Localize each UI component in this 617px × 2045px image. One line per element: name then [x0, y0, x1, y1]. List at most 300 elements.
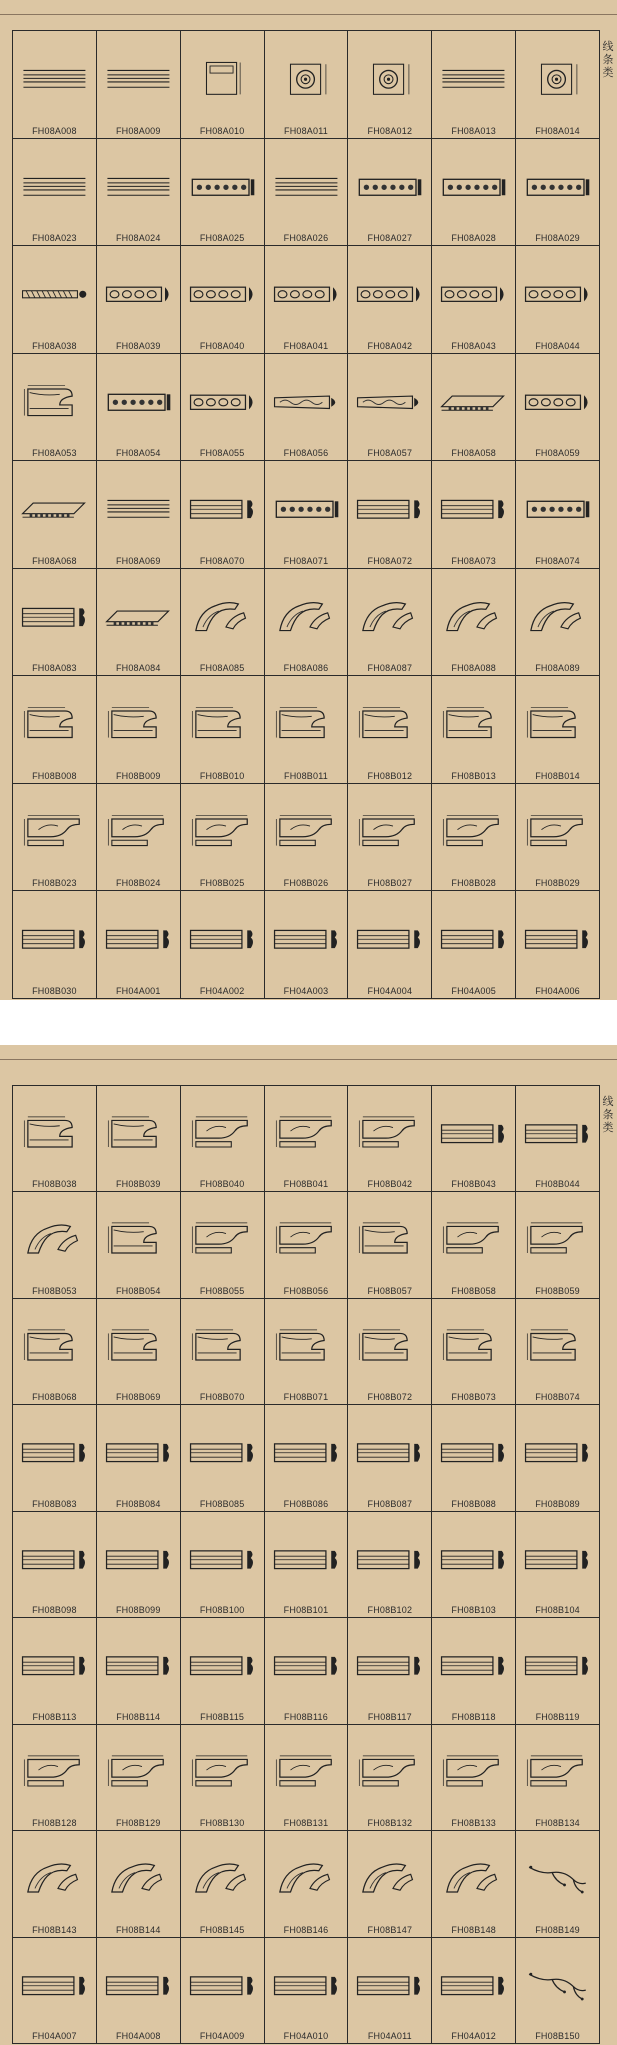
molding-drawing	[187, 1841, 258, 1916]
molding-item	[348, 1618, 432, 1724]
molding-item	[516, 1405, 600, 1511]
molding-item	[348, 891, 432, 999]
catalog-sheet-1	[0, 0, 617, 1000]
molding-item	[13, 676, 97, 784]
molding-item	[97, 1618, 181, 1724]
molding-drawing	[187, 686, 258, 763]
molding-code-label: FH08A069	[115, 555, 161, 566]
molding-drawing	[522, 364, 593, 441]
molding-drawing	[187, 901, 258, 978]
molding-drawing	[19, 901, 90, 978]
sheet-category-label	[602, 1095, 614, 1134]
molding-code-label: FH04A012	[451, 2030, 497, 2041]
molding-code-label: FH08A009	[115, 125, 161, 136]
molding-item	[97, 891, 181, 999]
molding-drawing	[103, 364, 174, 441]
molding-drawing	[354, 1309, 425, 1384]
molding-item	[516, 461, 600, 569]
molding-code-label: FH08A055	[199, 448, 245, 459]
molding-code-label: FH08A070	[199, 555, 245, 566]
molding-code-label: FH08A089	[535, 663, 580, 674]
molding-code-label: FH08A083	[32, 663, 77, 674]
molding-item	[97, 1192, 181, 1298]
molding-code-label: FH08B131	[283, 1818, 329, 1829]
molding-code-label: FH08B023	[32, 878, 77, 889]
molding-drawing	[271, 579, 342, 656]
molding-item	[432, 139, 516, 247]
molding-drawing	[19, 1628, 90, 1703]
molding-drawing	[522, 1735, 593, 1810]
molding-code-label: FH08B072	[367, 1392, 413, 1403]
molding-drawing	[103, 256, 174, 333]
molding-item	[265, 1512, 349, 1618]
molding-code-label: FH08A008	[32, 125, 77, 136]
molding-item	[432, 1405, 516, 1511]
molding-drawing	[438, 256, 509, 333]
molding-code-label: FH08B128	[32, 1818, 77, 1829]
molding-drawing	[271, 1628, 342, 1703]
catalog-sheet-2	[0, 1045, 617, 2045]
molding-item	[265, 1192, 349, 1298]
molding-item	[13, 891, 97, 999]
molding-drawing	[438, 1735, 509, 1810]
molding-code-label: FH08B145	[199, 1924, 245, 1935]
molding-drawing	[354, 1522, 425, 1597]
molding-drawing	[271, 794, 342, 871]
molding-drawing	[103, 579, 174, 656]
molding-item	[97, 569, 181, 677]
molding-item	[432, 246, 516, 354]
molding-code-label: FH08A041	[283, 340, 329, 351]
molding-drawing	[271, 256, 342, 333]
molding-item	[432, 891, 516, 999]
molding-item	[13, 784, 97, 892]
molding-drawing	[19, 579, 90, 656]
molding-code-label: FH08A057	[367, 448, 413, 459]
molding-code-label: FH08A085	[199, 663, 245, 674]
molding-code-label: FH08A038	[32, 340, 77, 351]
molding-drawing	[354, 364, 425, 441]
sheet-category-label	[602, 40, 614, 79]
molding-item	[265, 246, 349, 354]
molding-drawing	[19, 1841, 90, 1916]
molding-drawing	[271, 1522, 342, 1597]
molding-code-label: FH08A056	[283, 448, 329, 459]
molding-item	[516, 784, 600, 892]
molding-code-label: FH08A024	[115, 233, 161, 244]
molding-drawing	[103, 1948, 174, 2023]
molding-code-label: FH08B025	[199, 878, 245, 889]
label-char: 线	[602, 40, 614, 53]
molding-code-label: FH08B074	[535, 1392, 580, 1403]
molding-item	[181, 1405, 265, 1511]
molding-code-label: FH08A088	[451, 663, 497, 674]
molding-item	[13, 1405, 97, 1511]
molding-code-label: FH08B118	[451, 1711, 496, 1722]
molding-code-label: FH08B098	[32, 1605, 77, 1616]
molding-drawing	[522, 1096, 593, 1171]
molding-code-label: FH04A010	[283, 2030, 329, 2041]
molding-code-label: FH08A086	[283, 663, 329, 674]
molding-drawing	[354, 794, 425, 871]
molding-drawing	[354, 579, 425, 656]
molding-item	[432, 1299, 516, 1405]
molding-code-label: FH04A009	[199, 2030, 245, 2041]
molding-drawing	[522, 686, 593, 763]
molding-code-label: FH08A023	[32, 233, 77, 244]
molding-code-label: FH08A025	[199, 233, 245, 244]
molding-item	[97, 784, 181, 892]
molding-item	[348, 1299, 432, 1405]
molding-code-label: FH08B101	[283, 1605, 329, 1616]
molding-code-label: FH08B059	[535, 1285, 580, 1296]
molding-drawing	[187, 579, 258, 656]
molding-item	[265, 891, 349, 999]
molding-code-label: FH08B086	[283, 1498, 329, 1509]
molding-code-label: FH08B069	[115, 1392, 161, 1403]
molding-code-label: FH08B099	[115, 1605, 161, 1616]
molding-item	[97, 354, 181, 462]
molding-item	[432, 1086, 516, 1192]
molding-item	[97, 1086, 181, 1192]
molding-drawing	[271, 1735, 342, 1810]
molding-code-label: FH08B014	[535, 770, 580, 781]
molding-drawing	[103, 1841, 174, 1916]
molding-drawing	[438, 579, 509, 656]
molding-item	[348, 1192, 432, 1298]
molding-code-label: FH08B028	[451, 878, 497, 889]
molding-code-label: FH08B012	[367, 770, 413, 781]
molding-code-label: FH08A084	[115, 663, 161, 674]
molding-drawing	[19, 1202, 90, 1277]
molding-code-label: FH08B133	[451, 1818, 497, 1829]
molding-item	[13, 1299, 97, 1405]
molding-drawing	[438, 364, 509, 441]
molding-item	[348, 569, 432, 677]
molding-item	[181, 1192, 265, 1298]
molding-item	[97, 139, 181, 247]
molding-item	[432, 1725, 516, 1831]
molding-code-label: FH08A054	[115, 448, 161, 459]
molding-code-label: FH08A014	[535, 125, 580, 136]
molding-item	[432, 1512, 516, 1618]
molding-code-label: FH08A071	[283, 555, 329, 566]
molding-drawing	[522, 256, 593, 333]
molding-item	[348, 1938, 432, 2044]
molding-item	[181, 1618, 265, 1724]
molding-item	[348, 1512, 432, 1618]
molding-code-label: FH08A044	[535, 340, 580, 351]
molding-drawing	[438, 1309, 509, 1384]
molding-item	[432, 1192, 516, 1298]
molding-item	[13, 569, 97, 677]
molding-drawing	[354, 901, 425, 978]
molding-code-label: FH08B100	[199, 1605, 245, 1616]
molding-item	[516, 354, 600, 462]
molding-drawing	[271, 901, 342, 978]
molding-drawing	[187, 1522, 258, 1597]
molding-drawing	[438, 901, 509, 978]
molding-item	[13, 1938, 97, 2044]
molding-item	[265, 1618, 349, 1724]
molding-drawing	[354, 41, 425, 118]
molding-item	[181, 569, 265, 677]
molding-drawing	[271, 471, 342, 548]
molding-grid	[12, 1085, 600, 2044]
molding-code-label: FH08B039	[115, 1179, 161, 1190]
molding-code-label: FH08B103	[451, 1605, 497, 1616]
molding-item	[97, 246, 181, 354]
molding-item	[516, 1618, 600, 1724]
molding-item	[181, 1831, 265, 1937]
molding-code-label: FH04A007	[32, 2030, 77, 2041]
molding-code-label: FH08B083	[32, 1498, 77, 1509]
molding-item	[516, 1086, 600, 1192]
molding-code-label: FH08A011	[284, 125, 328, 136]
molding-drawing	[354, 1202, 425, 1277]
molding-drawing	[354, 256, 425, 333]
molding-item	[181, 31, 265, 139]
molding-drawing	[187, 1202, 258, 1277]
molding-drawing	[438, 686, 509, 763]
molding-code-label: FH08B068	[32, 1392, 77, 1403]
molding-item	[348, 784, 432, 892]
molding-drawing	[522, 1841, 593, 1916]
molding-code-label: FH08A087	[367, 663, 413, 674]
molding-code-label: FH08B055	[199, 1285, 245, 1296]
molding-item	[348, 676, 432, 784]
molding-code-label: FH08B149	[535, 1924, 580, 1935]
molding-drawing	[187, 1628, 258, 1703]
molding-code-label: FH08B053	[32, 1285, 77, 1296]
molding-item	[13, 1831, 97, 1937]
molding-code-label: FH08B041	[283, 1179, 329, 1190]
molding-item	[97, 1405, 181, 1511]
molding-item	[181, 354, 265, 462]
molding-drawing	[438, 1415, 509, 1490]
molding-code-label: FH08B116	[284, 1711, 328, 1722]
molding-drawing	[187, 471, 258, 548]
molding-code-label: FH08B071	[283, 1392, 329, 1403]
molding-code-label: FH08B056	[283, 1285, 329, 1296]
molding-item	[13, 461, 97, 569]
molding-code-label: FH08B150	[535, 2030, 580, 2041]
molding-code-label: FH08B102	[367, 1605, 413, 1616]
molding-item	[265, 139, 349, 247]
molding-code-label: FH08B040	[199, 1179, 245, 1190]
molding-drawing	[187, 41, 258, 118]
molding-drawing	[354, 1096, 425, 1171]
molding-code-label: FH08B058	[451, 1285, 497, 1296]
molding-code-label: FH04A001	[115, 986, 161, 996]
molding-item	[181, 1938, 265, 2044]
label-char: 类	[602, 66, 614, 79]
molding-drawing	[187, 364, 258, 441]
molding-code-label: FH04A011	[367, 2030, 412, 2041]
molding-drawing	[438, 1202, 509, 1277]
molding-drawing	[19, 1522, 90, 1597]
header-rule	[0, 1059, 617, 1060]
molding-code-label: FH08B114	[116, 1711, 161, 1722]
molding-code-label: FH08B070	[199, 1392, 245, 1403]
molding-code-label: FH08A012	[367, 125, 413, 136]
molding-code-label: FH08A040	[199, 340, 245, 351]
molding-drawing	[103, 1522, 174, 1597]
molding-code-label: FH08B010	[199, 770, 245, 781]
molding-item	[432, 31, 516, 139]
molding-code-label: FH08B026	[283, 878, 329, 889]
molding-code-label: FH08A042	[367, 340, 413, 351]
molding-code-label: FH08B089	[535, 1498, 580, 1509]
molding-item	[97, 461, 181, 569]
molding-drawing	[19, 149, 90, 226]
molding-item	[516, 1512, 600, 1618]
molding-drawing	[438, 1948, 509, 2023]
molding-item	[516, 1299, 600, 1405]
molding-drawing	[438, 149, 509, 226]
molding-item	[516, 891, 600, 999]
molding-code-label: FH04A002	[199, 986, 245, 996]
molding-item	[13, 1618, 97, 1724]
molding-drawing	[103, 1096, 174, 1171]
molding-code-label: FH08B043	[451, 1179, 497, 1190]
molding-drawing	[438, 1628, 509, 1703]
molding-drawing	[187, 1735, 258, 1810]
molding-item	[432, 784, 516, 892]
molding-drawing	[19, 471, 90, 548]
molding-item	[97, 1512, 181, 1618]
molding-code-label: FH08A043	[451, 340, 497, 351]
molding-code-label: FH08A010	[199, 125, 245, 136]
molding-drawing	[19, 1415, 90, 1490]
molding-item	[516, 569, 600, 677]
molding-code-label: FH08B147	[367, 1924, 413, 1935]
molding-item	[181, 1299, 265, 1405]
molding-grid	[12, 30, 600, 999]
molding-code-label: FH08B129	[115, 1818, 161, 1829]
molding-code-label: FH04A003	[283, 986, 329, 996]
label-char: 类	[602, 1121, 614, 1134]
molding-item	[516, 139, 600, 247]
molding-code-label: FH08B085	[199, 1498, 245, 1509]
molding-drawing	[438, 471, 509, 548]
molding-code-label: FH08B038	[32, 1179, 77, 1190]
molding-item	[97, 1299, 181, 1405]
molding-item	[265, 354, 349, 462]
molding-drawing	[522, 1948, 593, 2023]
molding-code-label: FH08B073	[451, 1392, 497, 1403]
molding-item	[265, 676, 349, 784]
molding-item	[348, 461, 432, 569]
molding-item	[348, 31, 432, 139]
molding-item	[265, 1831, 349, 1937]
molding-item	[181, 1086, 265, 1192]
molding-drawing	[103, 1309, 174, 1384]
molding-drawing	[103, 1735, 174, 1810]
molding-drawing	[354, 471, 425, 548]
molding-code-label: FH08A058	[451, 448, 497, 459]
molding-drawing	[522, 1202, 593, 1277]
molding-drawing	[19, 1948, 90, 2023]
molding-code-label: FH08B008	[32, 770, 77, 781]
molding-code-label: FH08A028	[451, 233, 497, 244]
molding-item	[432, 1618, 516, 1724]
molding-drawing	[103, 41, 174, 118]
molding-code-label: FH08B134	[535, 1818, 580, 1829]
molding-code-label: FH08B042	[367, 1179, 413, 1190]
molding-item	[265, 1086, 349, 1192]
molding-item	[432, 569, 516, 677]
molding-code-label: FH08B104	[535, 1605, 580, 1616]
molding-drawing	[19, 1735, 90, 1810]
molding-item	[432, 354, 516, 462]
header-rule	[0, 14, 617, 15]
molding-drawing	[438, 1096, 509, 1171]
molding-code-label: FH08B030	[32, 986, 77, 996]
molding-drawing	[354, 686, 425, 763]
molding-code-label: FH08A029	[535, 233, 580, 244]
molding-drawing	[271, 686, 342, 763]
molding-drawing	[103, 149, 174, 226]
molding-drawing	[354, 1415, 425, 1490]
molding-drawing	[271, 364, 342, 441]
molding-item	[13, 1725, 97, 1831]
molding-code-label: FH04A006	[535, 986, 580, 996]
molding-drawing	[103, 686, 174, 763]
molding-code-label: FH08A073	[451, 555, 497, 566]
molding-drawing	[354, 1628, 425, 1703]
molding-item	[348, 1405, 432, 1511]
molding-code-label: FH08A053	[32, 448, 77, 459]
molding-item	[265, 1299, 349, 1405]
molding-item	[516, 676, 600, 784]
molding-code-label: FH04A008	[115, 2030, 161, 2041]
molding-drawing	[354, 1841, 425, 1916]
molding-item	[181, 1512, 265, 1618]
molding-code-label: FH08B088	[451, 1498, 497, 1509]
molding-code-label: FH08B132	[367, 1818, 413, 1829]
molding-item	[13, 1086, 97, 1192]
label-char: 线	[602, 1095, 614, 1108]
molding-code-label: FH08B115	[200, 1711, 245, 1722]
molding-drawing	[271, 41, 342, 118]
molding-code-label: FH08A026	[283, 233, 329, 244]
molding-drawing	[271, 1948, 342, 2023]
molding-item	[348, 1831, 432, 1937]
molding-item	[265, 1405, 349, 1511]
molding-item	[348, 1725, 432, 1831]
molding-drawing	[19, 41, 90, 118]
molding-item	[13, 1192, 97, 1298]
molding-drawing	[438, 1841, 509, 1916]
molding-item	[432, 1831, 516, 1937]
molding-drawing	[438, 41, 509, 118]
molding-drawing	[271, 149, 342, 226]
molding-item	[348, 246, 432, 354]
molding-code-label: FH08B011	[284, 770, 328, 781]
molding-drawing	[438, 1522, 509, 1597]
molding-item	[13, 31, 97, 139]
molding-item	[97, 1725, 181, 1831]
molding-item	[432, 461, 516, 569]
molding-item	[97, 676, 181, 784]
molding-drawing	[19, 1309, 90, 1384]
molding-drawing	[522, 149, 593, 226]
molding-drawing	[187, 1948, 258, 2023]
molding-code-label: FH08B057	[367, 1285, 413, 1296]
molding-drawing	[19, 364, 90, 441]
molding-drawing	[19, 686, 90, 763]
